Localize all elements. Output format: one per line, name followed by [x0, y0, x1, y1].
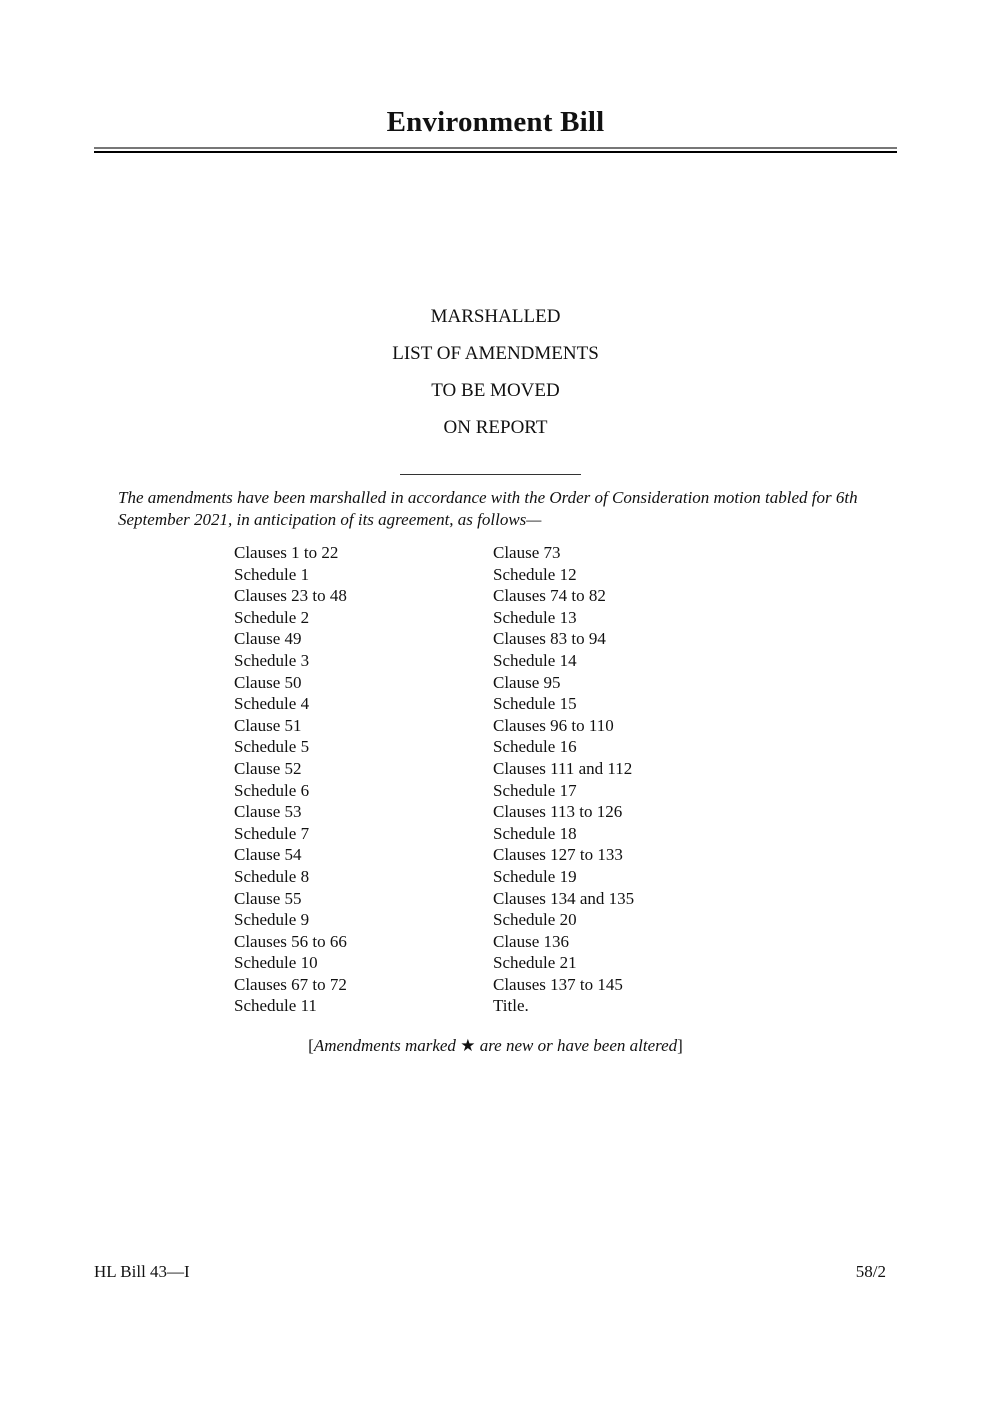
list-item: Schedule 7: [234, 823, 310, 843]
heading-block: [0, 305, 991, 453]
list-item: Clauses 127 to 133: [493, 845, 623, 865]
star-icon: ★: [460, 1036, 476, 1055]
list-item: Clauses 111 and 112: [493, 758, 633, 778]
list-item: Schedule 14: [493, 650, 577, 670]
note-open-bracket: [: [308, 1036, 314, 1055]
footer-page-reference: 58/2: [855, 1262, 886, 1281]
list-item: Clause 51: [234, 715, 302, 735]
order-column-right: [493, 542, 634, 1017]
title-rule-thick: [94, 151, 897, 153]
list-item: Schedule 19: [493, 866, 577, 886]
list-item: Schedule 4: [234, 694, 310, 714]
list-item: Clauses 23 to 48: [234, 586, 347, 606]
order-column-left: [234, 542, 347, 1017]
heading-line: LIST OF AMENDMENTS: [392, 343, 599, 364]
list-item: Clause 54: [234, 845, 302, 865]
list-item: Clauses 137 to 145: [493, 974, 623, 994]
list-item: Schedule 21: [493, 953, 577, 973]
section-divider: [400, 474, 581, 475]
list-item: Schedule 18: [493, 823, 577, 843]
list-item: Schedule 11: [234, 996, 317, 1016]
list-item: Clause 95: [493, 672, 561, 692]
heading-line: ON REPORT: [443, 417, 548, 438]
list-item: Clauses 74 to 82: [493, 586, 606, 606]
list-item: Clause 136: [493, 931, 570, 951]
list-item: Schedule 9: [234, 910, 310, 930]
list-item: Clauses 134 and 135: [493, 888, 635, 908]
list-item: Clauses 83 to 94: [493, 629, 606, 649]
heading-line: MARSHALLED: [430, 306, 561, 327]
note-text-before: Amendments marked: [313, 1036, 461, 1055]
list-item: Clauses 96 to 110: [493, 715, 614, 735]
list-item: Clause 55: [234, 888, 302, 908]
heading-line: TO BE MOVED: [431, 380, 560, 401]
list-item: Schedule 3: [234, 650, 310, 670]
note-text-after: are new or have been altered: [475, 1036, 678, 1055]
list-item: Schedule 16: [493, 737, 577, 757]
intro-paragraph: The amendments have been marshalled in accordance with the Order of Consideration motion tabled for 6th September 2021, in anticipation of its agreement, as follows—: [118, 488, 858, 529]
list-item: Title.: [493, 996, 529, 1016]
list-item: Schedule 2: [234, 607, 310, 627]
list-item: Schedule 20: [493, 910, 577, 930]
amendments-note: [0, 1036, 991, 1056]
list-item: Schedule 15: [493, 694, 577, 714]
note-close-bracket: ]: [677, 1036, 683, 1055]
list-item: Clause 73: [493, 543, 561, 562]
list-item: Clause 53: [234, 802, 302, 822]
list-item: Clauses 56 to 66: [234, 931, 347, 951]
list-item: Clause 52: [234, 758, 302, 778]
list-item: Schedule 13: [493, 607, 577, 627]
list-item: Clause 50: [234, 672, 302, 692]
list-item: Clauses 113 to 126: [493, 802, 623, 822]
list-item: Schedule 12: [493, 564, 577, 584]
list-item: Clauses 67 to 72: [234, 974, 347, 994]
list-item: Schedule 10: [234, 953, 318, 973]
list-item: Clause 49: [234, 629, 302, 649]
document-title: Environment Bill: [386, 106, 605, 138]
list-item: Schedule 1: [234, 564, 310, 584]
list-item: Clauses 1 to 22: [234, 543, 339, 562]
footer-bill-reference: HL Bill 43—I: [94, 1262, 190, 1281]
list-item: Schedule 6: [234, 780, 310, 800]
list-item: Schedule 8: [234, 866, 310, 886]
title-rule-thin: [94, 147, 897, 149]
list-item: Schedule 5: [234, 737, 310, 757]
list-item: Schedule 17: [493, 780, 577, 800]
